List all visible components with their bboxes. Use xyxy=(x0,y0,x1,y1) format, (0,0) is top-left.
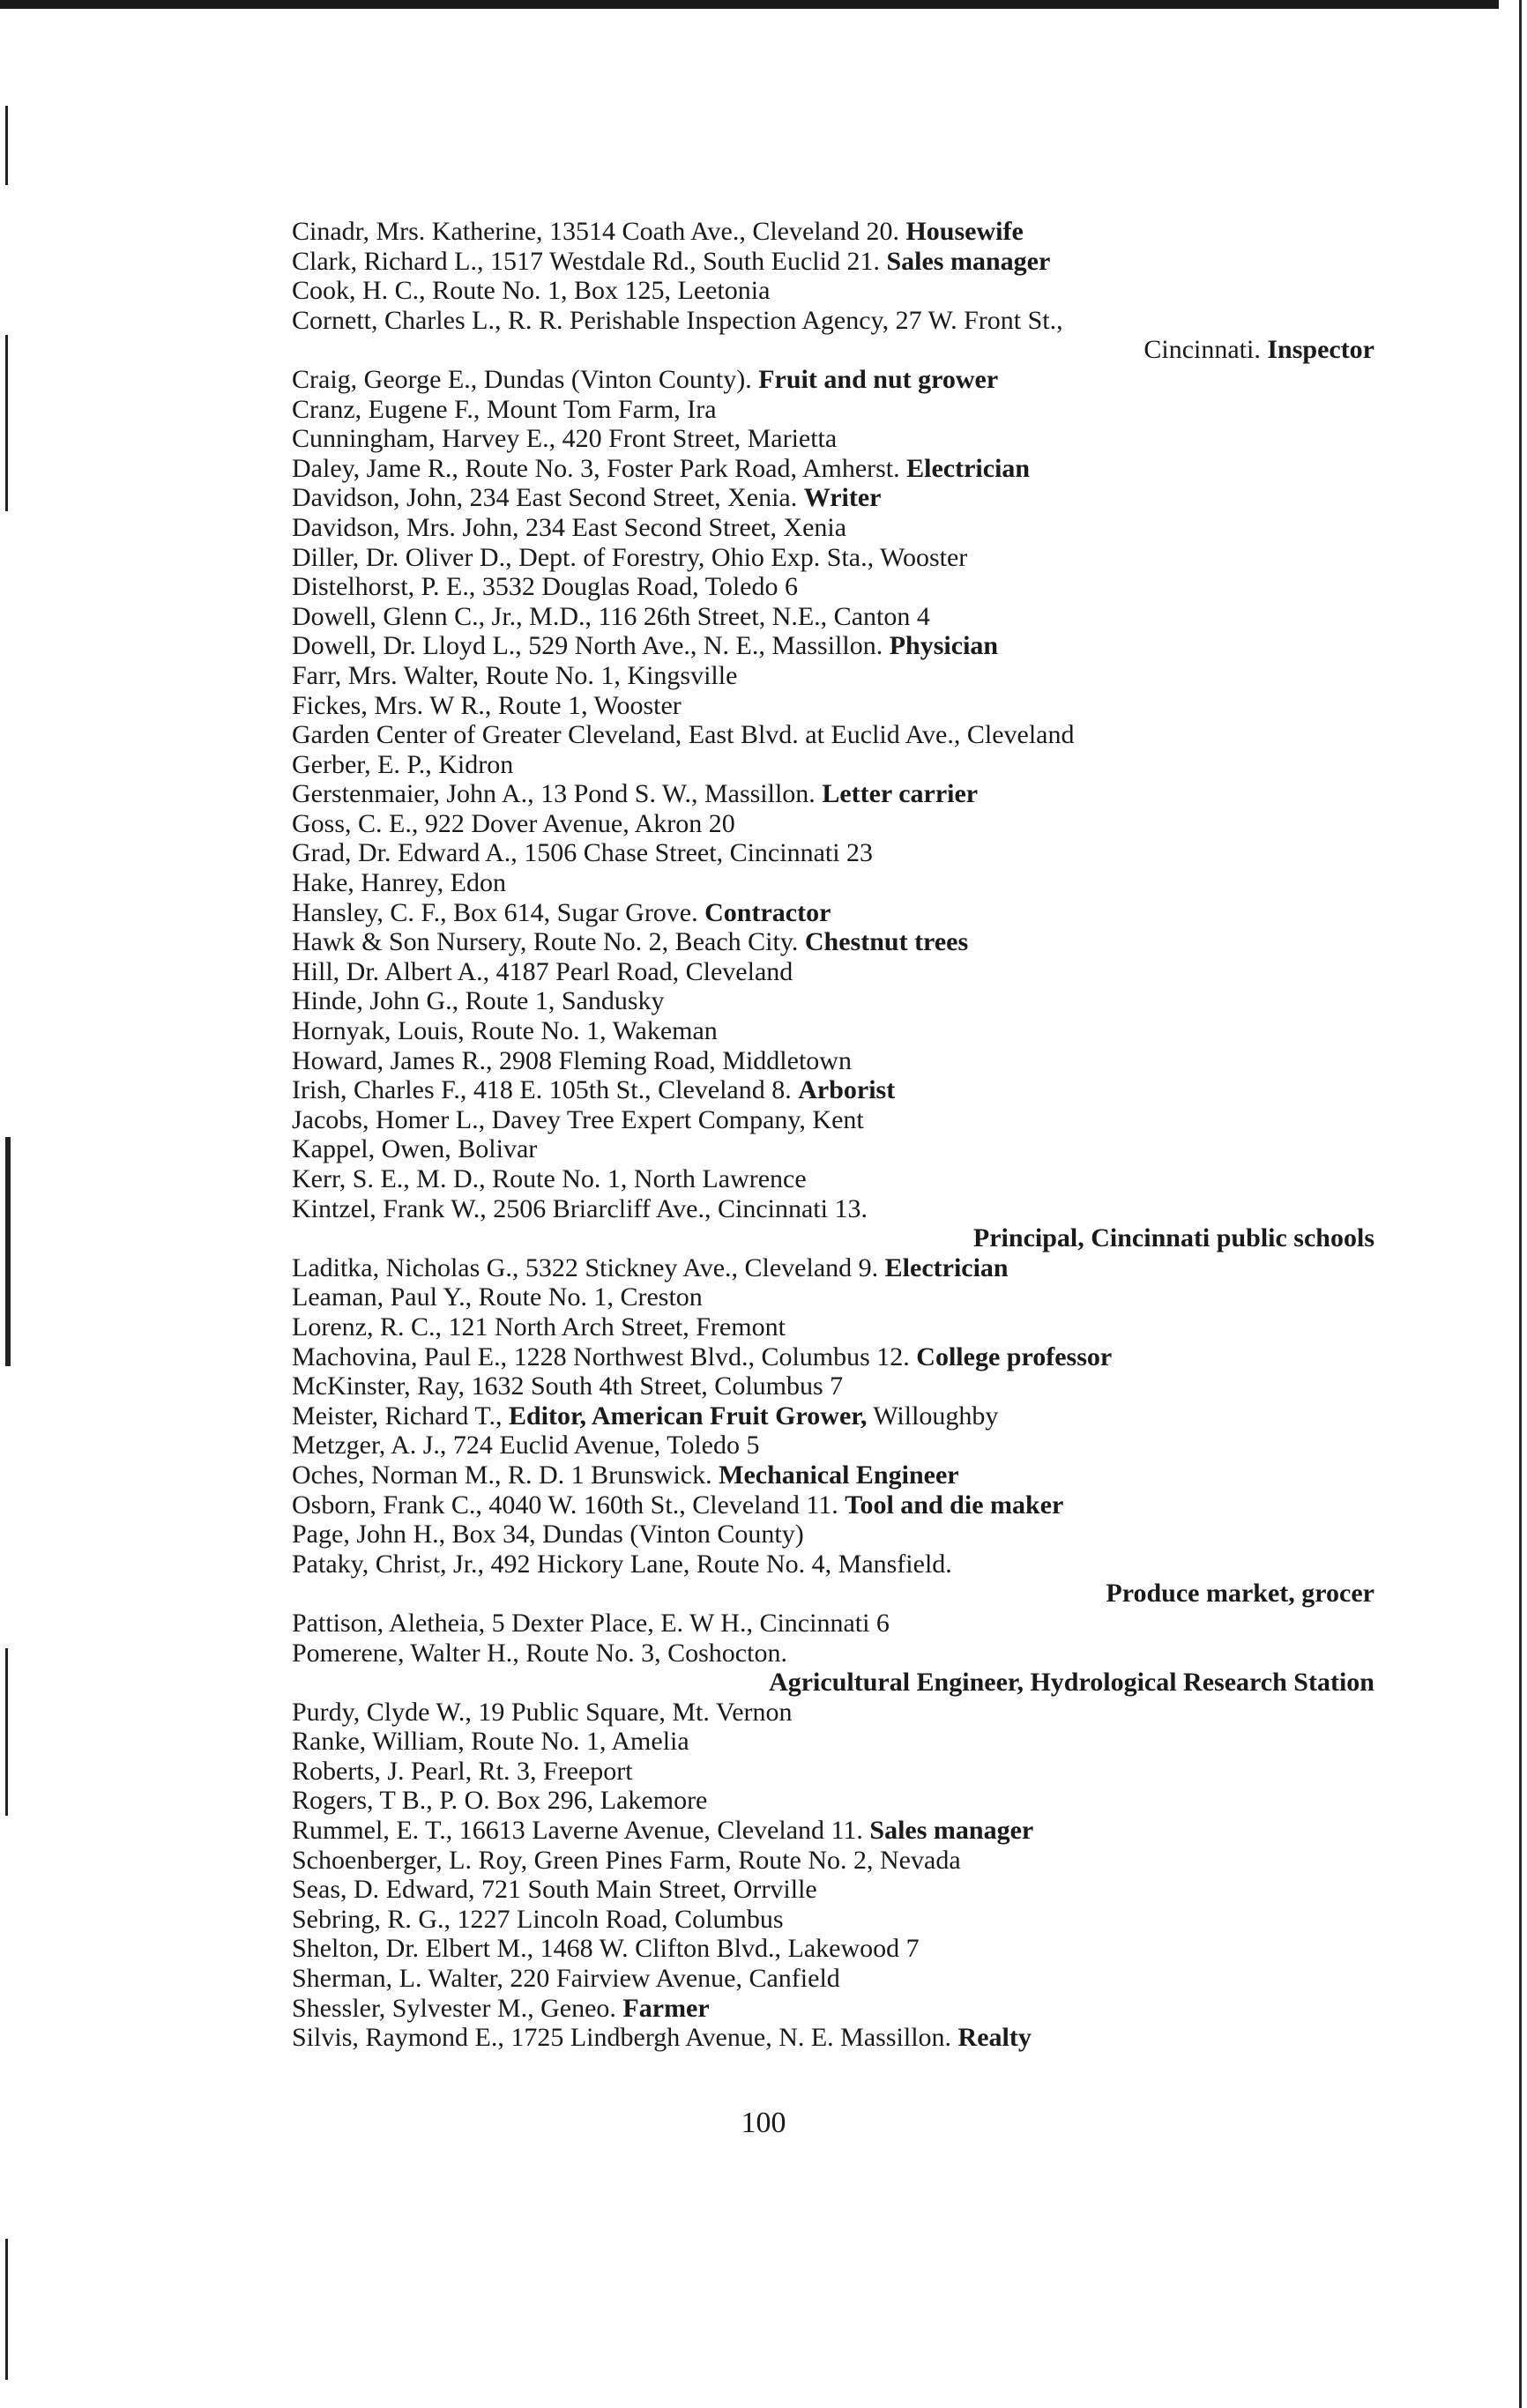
directory-entry xyxy=(292,1875,1374,1905)
entry-name-address: Lorenz, R. C., 121 North Arch Street, Fremont xyxy=(292,1312,786,1341)
entry-name-address: Pattison, Aletheia, 5 Dexter Place, E. W H., Cincinnati 6 xyxy=(292,1608,890,1638)
entry-name-address: McKinster, Ray, 1632 South 4th Street, Columbus 7 xyxy=(292,1371,844,1401)
entry-name-address: Leaman, Paul Y., Route No. 1, Creston xyxy=(292,1282,703,1312)
entry-name-address: Cunningham, Harvey E., 420 Front Street, Marietta xyxy=(292,424,838,454)
entry-name-address: Goss, C. E., 922 Dover Avenue, Akron 20 xyxy=(292,808,735,838)
top-border-rule xyxy=(0,0,1499,9)
entry-name-address: Hawk & Son Nursery, Route No. 2, Beach City. xyxy=(292,927,805,957)
entry-occupation: Arborist xyxy=(798,1075,896,1105)
entry-location: Willoughby xyxy=(867,1401,999,1431)
directory-entry xyxy=(292,986,1374,1016)
entry-name-address: Gerber, E. P., Kidron xyxy=(292,749,514,779)
entry-occupation: Fruit and nut grower xyxy=(758,364,999,394)
entry-occupation: Housewife xyxy=(905,217,1024,246)
directory-entry xyxy=(292,1579,1374,1609)
directory-entry xyxy=(292,483,1374,513)
directory-entry xyxy=(292,1816,1374,1846)
entry-occupation: Mechanical Engineer xyxy=(719,1460,959,1490)
entry-occupation: Editor, American Fruit Grower, xyxy=(508,1401,868,1431)
entry-name-address: Roberts, J. Pearl, Rt. 3, Freeport xyxy=(292,1756,633,1786)
entry-name-address: Davidson, John, 234 East Second Street, Xenia. xyxy=(292,483,804,513)
entry-name-address: Clark, Richard L., 1517 Westdale Rd., South Euclid 21. xyxy=(292,246,887,276)
directory-entry xyxy=(292,1698,1374,1728)
directory-entry xyxy=(292,543,1374,573)
entry-name-address: Gerstenmaier, John A., 13 Pond S. W., Massillon. xyxy=(292,779,823,809)
directory-entry xyxy=(292,1490,1374,1520)
entry-name-address: Craig, George E., Dundas (Vinton County). xyxy=(292,364,759,394)
entry-name-address: Cranz, Eugene F., Mount Tom Farm, Ira xyxy=(292,394,717,424)
entry-name-address: Seas, D. Edward, 721 South Main Street, Orrville xyxy=(292,1875,817,1905)
entry-name-address: Hill, Dr. Albert A., 4187 Pearl Road, Cleveland xyxy=(292,956,793,986)
entry-occupation: Farmer xyxy=(622,1993,710,2023)
directory-entry xyxy=(292,1727,1374,1757)
directory-entry xyxy=(292,1371,1374,1401)
entry-name-address: Dowell, Dr. Lloyd L., 529 North Ave., N. E., Massillon. xyxy=(292,631,890,661)
directory-entry xyxy=(292,335,1374,365)
directory-entry xyxy=(292,1550,1374,1579)
entry-occupation: Chestnut trees xyxy=(804,927,969,957)
directory-entry xyxy=(292,1846,1374,1876)
entry-name-address: Cook, H. C., Route No. 1, Box 125, Leetonia xyxy=(292,276,771,306)
directory-entry xyxy=(292,750,1374,780)
entry-name-address: Ranke, William, Route No. 1, Amelia xyxy=(292,1727,689,1757)
directory-entry xyxy=(292,691,1374,721)
entry-name-address: Hinde, John G., Route 1, Sandusky xyxy=(292,986,665,1016)
entry-name-address: Cornett, Charles L., R. R. Perishable Inspection Agency, 27 W. Front St., xyxy=(292,305,1063,335)
entry-occupation: Sales manager xyxy=(869,1816,1034,1846)
entry-name-address: Page, John H., Box 34, Dundas (Vinton County) xyxy=(292,1520,804,1550)
directory-entry xyxy=(292,276,1374,306)
directory-entry xyxy=(292,1639,1374,1669)
directory-entry xyxy=(292,395,1374,425)
entry-name-address: Cincinnati. xyxy=(1143,335,1268,365)
entry-occupation: College professor xyxy=(916,1341,1113,1371)
entry-occupation: Electrician xyxy=(884,1252,1009,1282)
entry-name-address: Silvis, Raymond E., 1725 Lindbergh Avenue, N. E. Massillon. xyxy=(292,2023,958,2053)
directory-entry xyxy=(292,779,1374,809)
directory-entry xyxy=(292,1964,1374,1994)
left-binding-mark xyxy=(5,1137,11,1366)
directory-entry xyxy=(292,424,1374,454)
entry-name-address: Howard, James R., 2908 Fleming Road, Middletown xyxy=(292,1045,852,1075)
entry-name-address: Machovina, Paul E., 1228 Northwest Blvd., Columbus 12. xyxy=(292,1341,917,1371)
directory-entry xyxy=(292,1342,1374,1372)
entry-name-address: Metzger, A. J., 724 Euclid Avenue, Toledo 5 xyxy=(292,1431,760,1460)
directory-entry xyxy=(292,1134,1374,1164)
directory-entry xyxy=(292,957,1374,987)
left-binding-mark xyxy=(5,2239,8,2380)
directory-entry xyxy=(292,602,1374,632)
directory-entry xyxy=(292,1431,1374,1460)
directory-entry xyxy=(292,809,1374,839)
entry-name-address: Osborn, Frank C., 4040 W. 160th St., Cleveland 11. xyxy=(292,1490,845,1520)
directory-entry xyxy=(292,1164,1374,1194)
entry-name-address: Hansley, C. F., Box 614, Sugar Grove. xyxy=(292,897,705,927)
directory-entry xyxy=(292,365,1374,395)
entry-occupation: Agricultural Engineer, Hydrological Research Station xyxy=(769,1668,1374,1698)
left-binding-mark xyxy=(5,106,8,185)
entry-name-address: Shelton, Dr. Elbert M., 1468 W. Clifton Blvd., Lakewood 7 xyxy=(292,1934,920,1964)
directory-entry xyxy=(292,1609,1374,1639)
entry-name-address: Irish, Charles F., 418 E. 105th St., Cleveland 8. xyxy=(292,1075,799,1105)
directory-entry xyxy=(292,838,1374,868)
entry-name-address: Grad, Dr. Edward A., 1506 Chase Street, Cincinnati 23 xyxy=(292,838,874,868)
entry-occupation: Writer xyxy=(803,483,882,513)
entry-name-address: Jacobs, Homer L., Davey Tree Expert Company, Kent xyxy=(292,1104,864,1134)
directory-entry xyxy=(292,1016,1374,1046)
page-number: 100 xyxy=(741,2107,786,2139)
directory-entry xyxy=(292,1223,1374,1253)
directory-entry xyxy=(292,1194,1374,1224)
entry-name-address: Pomerene, Walter H., Route No. 3, Coshocton. xyxy=(292,1638,787,1668)
entry-name-address: Kerr, S. E., M. D., Route No. 1, North Lawrence xyxy=(292,1164,807,1193)
entry-name-address: Fickes, Mrs. W R., Route 1, Wooster xyxy=(292,690,682,720)
directory-entry xyxy=(292,1312,1374,1342)
right-page-edge xyxy=(1519,0,1522,2408)
left-binding-mark xyxy=(5,1648,8,1816)
directory-entry xyxy=(292,217,1374,247)
entry-name-address: Rummel, E. T., 16613 Laverne Avenue, Cleveland 11. xyxy=(292,1816,870,1846)
entry-name-address: Dowell, Glenn C., Jr., M.D., 116 26th Street, N.E., Canton 4 xyxy=(292,601,930,631)
entry-name-address: Garden Center of Greater Cleveland, East Blvd. at Euclid Ave., Cleveland xyxy=(292,720,1075,750)
entry-name-address: Distelhorst, P. E., 3532 Douglas Road, Toledo 6 xyxy=(292,572,798,602)
directory-entry xyxy=(292,572,1374,602)
entry-name-address: Kintzel, Frank W., 2506 Briarcliff Ave., Cincinnati 13. xyxy=(292,1193,868,1223)
left-binding-mark xyxy=(5,335,8,511)
directory-entry xyxy=(292,454,1374,484)
entry-name-address: Schoenberger, L. Roy, Green Pines Farm, Route No. 2, Nevada xyxy=(292,1845,961,1875)
directory-entry xyxy=(292,1282,1374,1312)
entry-occupation: Sales manager xyxy=(886,246,1051,276)
entry-occupation: Contractor xyxy=(704,897,831,927)
directory-entry xyxy=(292,868,1374,898)
directory-entry xyxy=(292,1757,1374,1787)
directory-entry xyxy=(292,247,1374,277)
directory-entry xyxy=(292,1786,1374,1816)
entry-name-address: Rogers, T B., P. O. Box 296, Lakemore xyxy=(292,1786,708,1816)
directory-entry xyxy=(292,1401,1374,1431)
directory-entry xyxy=(292,1046,1374,1076)
directory-entry xyxy=(292,513,1374,543)
entry-name-address: Oches, Norman M., R. D. 1 Brunswick. xyxy=(292,1460,719,1490)
entry-occupation: Tool and die maker xyxy=(845,1490,1064,1520)
directory-entry xyxy=(292,1460,1374,1490)
entry-name-address: Hake, Hanrey, Edon xyxy=(292,868,506,898)
entry-name-address: Davidson, Mrs. John, 234 East Second Street, Xenia xyxy=(292,512,847,542)
directory-list xyxy=(292,217,1374,2053)
directory-entry xyxy=(292,1934,1374,1964)
directory-entry xyxy=(292,631,1374,661)
directory-entry xyxy=(292,2023,1374,2053)
entry-name-address: Farr, Mrs. Walter, Route No. 1, Kingsville xyxy=(292,660,738,690)
directory-entry xyxy=(292,1905,1374,1935)
entry-occupation: Produce market, grocer xyxy=(1106,1579,1374,1609)
directory-entry xyxy=(292,1253,1374,1283)
entry-name-address: Daley, Jame R., Route No. 3, Foster Park Road, Amherst. xyxy=(292,453,907,483)
directory-entry xyxy=(292,720,1374,750)
entry-occupation: Inspector xyxy=(1267,335,1374,365)
entry-name-address: Sebring, R. G., 1227 Lincoln Road, Columbus xyxy=(292,1904,784,1934)
entry-occupation: Physician xyxy=(889,631,999,661)
directory-entry xyxy=(292,1668,1374,1698)
directory-entry xyxy=(292,1994,1374,2024)
entry-name-address: Hornyak, Louis, Route No. 1, Wakeman xyxy=(292,1016,718,1046)
entry-name-address: Shessler, Sylvester M., Geneo. xyxy=(292,1993,623,2023)
entry-occupation: Principal, Cincinnati public schools xyxy=(972,1223,1374,1253)
entry-name-address: Cinadr, Mrs. Katherine, 13514 Coath Ave., Cleveland 20. xyxy=(292,217,906,246)
directory-entry xyxy=(292,661,1374,691)
entry-name-address: Sherman, L. Walter, 220 Fairview Avenue, Canfield xyxy=(292,1964,840,1994)
directory-entry xyxy=(292,1075,1374,1105)
directory-entry xyxy=(292,927,1374,957)
directory-entry xyxy=(292,1520,1374,1550)
directory-entry xyxy=(292,1105,1374,1135)
entry-name-address: Meister, Richard T., xyxy=(292,1401,509,1431)
entry-name-address: Kappel, Owen, Bolivar xyxy=(292,1134,538,1164)
entry-occupation: Letter carrier xyxy=(822,779,979,809)
entry-name-address: Laditka, Nicholas G., 5322 Stickney Ave., Cleveland 9. xyxy=(292,1252,885,1282)
entry-occupation: Electrician xyxy=(906,453,1031,483)
entry-name-address: Diller, Dr. Oliver D., Dept. of Forestry, Ohio Exp. Sta., Wooster xyxy=(292,542,968,572)
entry-occupation: Realty xyxy=(957,2023,1032,2053)
directory-entry xyxy=(292,306,1374,336)
entry-name-address: Purdy, Clyde W., 19 Public Square, Mt. Vernon xyxy=(292,1697,793,1727)
entry-name-address: Pataky, Christ, Jr., 492 Hickory Lane, Route No. 4, Mansfield. xyxy=(292,1549,952,1579)
directory-entry xyxy=(292,898,1374,928)
